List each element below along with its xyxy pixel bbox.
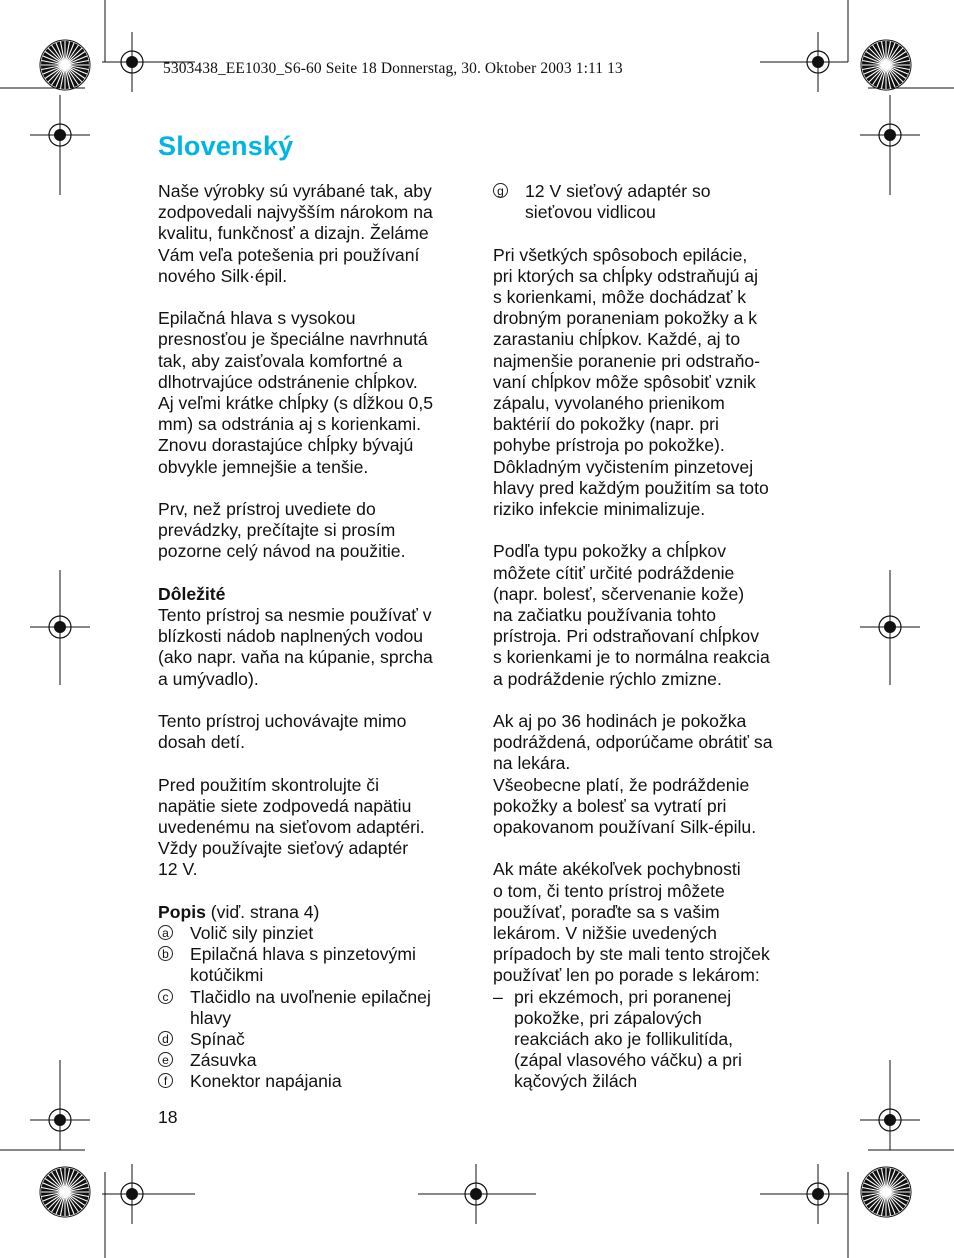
left-column <box>158 181 463 1093</box>
circled-letter-icon: f <box>158 1073 173 1088</box>
irritation-paragraph: Podľa typu pokožky a chĺpkov môžete cítiť určité podráždenie (napr. bolesť, sčervenanie kože) na začiatku používania tohto prístroja. Pri odstraňovaní chĺpkov s korienkami je to normálna reakcia a podráždenie rýchlo zmizne. <box>493 541 770 689</box>
description-heading: Popis (viď. strana 4) <box>158 901 320 922</box>
print-slug: 5303438_EE1030_S6-60 Seite 18 Donnerstag, 30. Oktober 2003 1:11 13 <box>163 60 623 77</box>
description-item-c: c Tlačidlo na uvoľnenie epilačnej hlavy <box>158 987 463 1029</box>
read-instructions-paragraph: Prv, než prístroj uvediete do prevádzky, prečítajte si prosím pozorne celý návod na použitie. <box>158 499 406 562</box>
circled-letter-icon: a <box>158 925 173 940</box>
injury-paragraph: Pri všetkých spôsoboch epilácie, pri ktorých sa chĺpky odstraňujú aj s korienkami, môže dochádzať k drobným poraneniam pokožky a k zarastaniu chĺpkov. Každé, aj to najmenšie poranenie pri odstraňo- vaní chĺpkov môže spôsobiť vznik zápalu, vyvolaného prienikom baktérií do pokožky (napr. pri pohybe prístroja po pokožke). Dôkladným vyčistením pinzetovej hlavy pred každým použitím sa toto riziko infekcie minimalizuje. <box>493 244 769 520</box>
description-item-d: d Spínač <box>158 1029 463 1050</box>
doctor-advice-paragraph: Ak aj po 36 hodinách je pokožka podráždená, odporúčame obrátiť sa na lekára. Všeobecne platí, že podráždenie pokožky a bolesť sa vytratí pri opakovanom používaní Silk-épilu. <box>493 711 773 838</box>
description-item-b: b Epilačná hlava s pinzetovými kotúčikmi <box>158 944 463 986</box>
page-number: 18 <box>158 1107 178 1127</box>
list-item: – pri ekzémoch, pri poranenej pokožke, pri zápalových reakciách ako je follikulitída, (zápal vlasového váčku) a pri kąčových žilách <box>493 986 742 1092</box>
circled-letter-icon: d <box>158 1031 173 1046</box>
circled-letter-icon: c <box>158 989 173 1004</box>
right-column <box>493 181 798 1093</box>
intro-paragraph: Naše výrobky sú vyrábané tak, aby zodpovedali najvyšším nárokom na kvalitu, funkčnosť a dizajn. Želáme Vám veľa potešenia pri používaní nového Silk·épil. <box>158 181 433 286</box>
page-title: Slovenský <box>158 131 294 161</box>
description-item-e: e Zásuvka <box>158 1050 463 1071</box>
circled-letter-icon: b <box>158 946 173 961</box>
epilation-head-paragraph: Epilačná hlava s vysokou presnosťou je špeciálne navrhnutá tak, aby zaisťovala komfortné a dlhotrvajúce odstránenie chĺpkov. Aj veľmi krátke chĺpky (s dĺžkou 0,5 mm) sa odstránia aj s korienkami. Znovu dorastajúce chĺpky bývajú obvykle jemnejšie a tenšie. <box>158 308 433 477</box>
important-section: Dôležité Tento prístroj sa nesmie používať v blízkosti nádob naplnených vodou (ako napr. vaňa na kúpanie, sprcha a umývadlo). <box>158 584 463 690</box>
doubts-paragraph: Ak máte akékoľvek pochybnosti o tom, či tento prístroj môžete používať, poraďte sa s vašim lekárom. V nižšie uvedených prípadoch by ste mali tento strojček používať len po porade s lekárom: <box>493 859 770 986</box>
dash-bullet: – <box>493 986 503 1007</box>
description-item-g: g 12 V sieťový adaptér so sieťovou vidlicou <box>493 181 798 223</box>
circled-letter-icon: g <box>493 183 508 198</box>
circled-letter-icon: e <box>158 1052 173 1067</box>
voltage-paragraph: Pred použitím skontrolujte či napätie siete zodpovedá napätiu uvedenému na sieťovom adaptéri. Vždy používajte sieťový adaptér 12 V. <box>158 774 425 880</box>
description-item-f: f Konektor napájania <box>158 1071 463 1092</box>
important-heading: Dôležité <box>158 583 226 604</box>
description-item-a: a Volič sily pinziet <box>158 923 463 944</box>
children-warning-paragraph: Tento prístroj uchovávajte mimo dosah detí. <box>158 711 407 753</box>
